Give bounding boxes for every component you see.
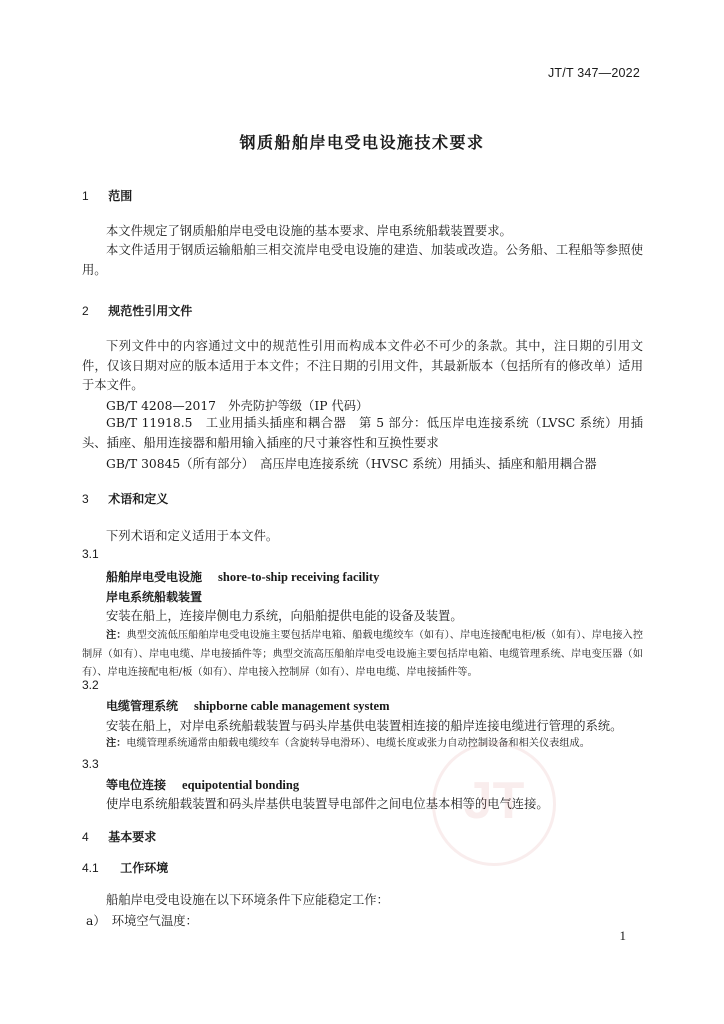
note-text: 典型交流低压船舶岸电受电设施主要包括岸电箱、船载电缆绞车（如有）、岸电连接配电柜/板（如有）、岸电接入控制屏（如有）、岸电电缆、岸电接插件等；典型交流高压船舶岸电受电设施主要包括岸电箱、电缆管理系统、岸电变压器（如有）、岸电连接配电柜/板（如有）、岸电接入控制屏（如有）、岸电电缆、岸电接插件等。 bbox=[82, 630, 644, 678]
section-title: 术语和定义 bbox=[108, 492, 169, 506]
term-english: shore-to-ship receiving facility bbox=[218, 570, 380, 584]
note-label: 注： bbox=[106, 737, 127, 749]
term-title bbox=[106, 568, 379, 585]
section-3-heading bbox=[82, 490, 168, 507]
watermark-logo: JT bbox=[432, 742, 556, 866]
term-number: 3.1 bbox=[82, 547, 99, 561]
term-definition: 使岸电系统船载装置和码头岸基供电装置导电部件之间电位基本相等的电气连接。 bbox=[106, 797, 549, 811]
page-number: 1 bbox=[619, 928, 626, 943]
term-alias: 岸电系统船载装置 bbox=[106, 590, 203, 604]
subsection-4-1-heading bbox=[82, 859, 168, 876]
section-number: 3 bbox=[82, 492, 89, 506]
term-english: equipotential bonding bbox=[182, 778, 300, 792]
note-text: 电缆管理系统通常由船载电缆绞车（含旋转导电滑环）、电缆长度或张力自动控制设备和相关仪表组成。 bbox=[126, 738, 590, 749]
term-number: 3.3 bbox=[82, 757, 99, 771]
term-english: shipborne cable management system bbox=[194, 699, 390, 713]
term-chinese: 等电位连接 bbox=[106, 778, 167, 792]
term-note bbox=[106, 734, 643, 754]
section-4-para-1: 船舶岸电受电设施在以下环境条件下应能稳定工作： bbox=[106, 893, 389, 907]
section-1-para-1: 本文件规定了钢质船舶岸电受电设施的基本要求、岸电系统船载装置要求。 bbox=[106, 224, 512, 238]
section-number: 1 bbox=[82, 189, 89, 203]
subsection-number: 4.1 bbox=[82, 861, 99, 875]
document-id: JT/T 347—2022 bbox=[547, 66, 640, 80]
term-chinese: 电缆管理系统 bbox=[106, 699, 179, 713]
note-label: 注： bbox=[106, 629, 127, 641]
section-1-para-2: 本文件适用于钢质运输船舶三相交流岸电受电设施的建造、加装或改造。公务船、工程船等参照使用。 bbox=[82, 243, 643, 277]
reference-1: GB/T 4208—2017 外壳防护等级（IP 代码） bbox=[106, 399, 369, 413]
reference-2: GB/T 11918.5 工业用插头插座和耦合器 第 5 部分：低压岸电连接系统（LVSC 系统）用插头、插座、船用连接器和船用输入插座的尺寸兼容性和互换性要求 bbox=[82, 416, 643, 450]
section-number: 2 bbox=[82, 304, 89, 318]
term-note bbox=[82, 626, 643, 683]
page-title: 钢质船舶岸电受电设施技术要求 bbox=[239, 133, 485, 152]
term-number: 3.2 bbox=[82, 678, 99, 692]
section-title: 基本要求 bbox=[108, 830, 157, 844]
section-title: 范围 bbox=[108, 189, 133, 203]
term-title bbox=[106, 776, 299, 793]
section-title: 规范性引用文件 bbox=[108, 304, 193, 318]
term-chinese: 船舶岸电受电设施 bbox=[106, 570, 203, 584]
section-4-heading bbox=[82, 828, 156, 845]
list-item-a: a） 环境空气温度： bbox=[86, 914, 198, 928]
section-1-heading bbox=[82, 187, 132, 204]
section-2-heading bbox=[82, 302, 192, 319]
reference-3: GB/T 30845（所有部分） 高压岸电连接系统（HVSC 系统）用插头、插座和船用耦合器 bbox=[106, 457, 597, 471]
subsection-title: 工作环境 bbox=[120, 861, 169, 875]
section-2-para-1: 下列文件中的内容通过文中的规范性引用而构成本文件必不可少的条款。其中，注日期的引用文件，仅该日期对应的版本适用于本文件；不注日期的引用文件，其最新版本（包括所有的修改单）适用于本文件。 bbox=[82, 339, 643, 392]
term-definition: 安装在船上，对岸电系统船载装置与码头岸基供电装置相连接的船岸连接电缆进行管理的系统。 bbox=[106, 719, 623, 733]
term-definition: 安装在船上，连接岸侧电力系统，向船舶提供电能的设备及装置。 bbox=[106, 609, 463, 623]
section-3-intro: 下列术语和定义适用于本文件。 bbox=[106, 529, 279, 543]
section-number: 4 bbox=[82, 830, 89, 844]
term-title bbox=[106, 697, 390, 714]
